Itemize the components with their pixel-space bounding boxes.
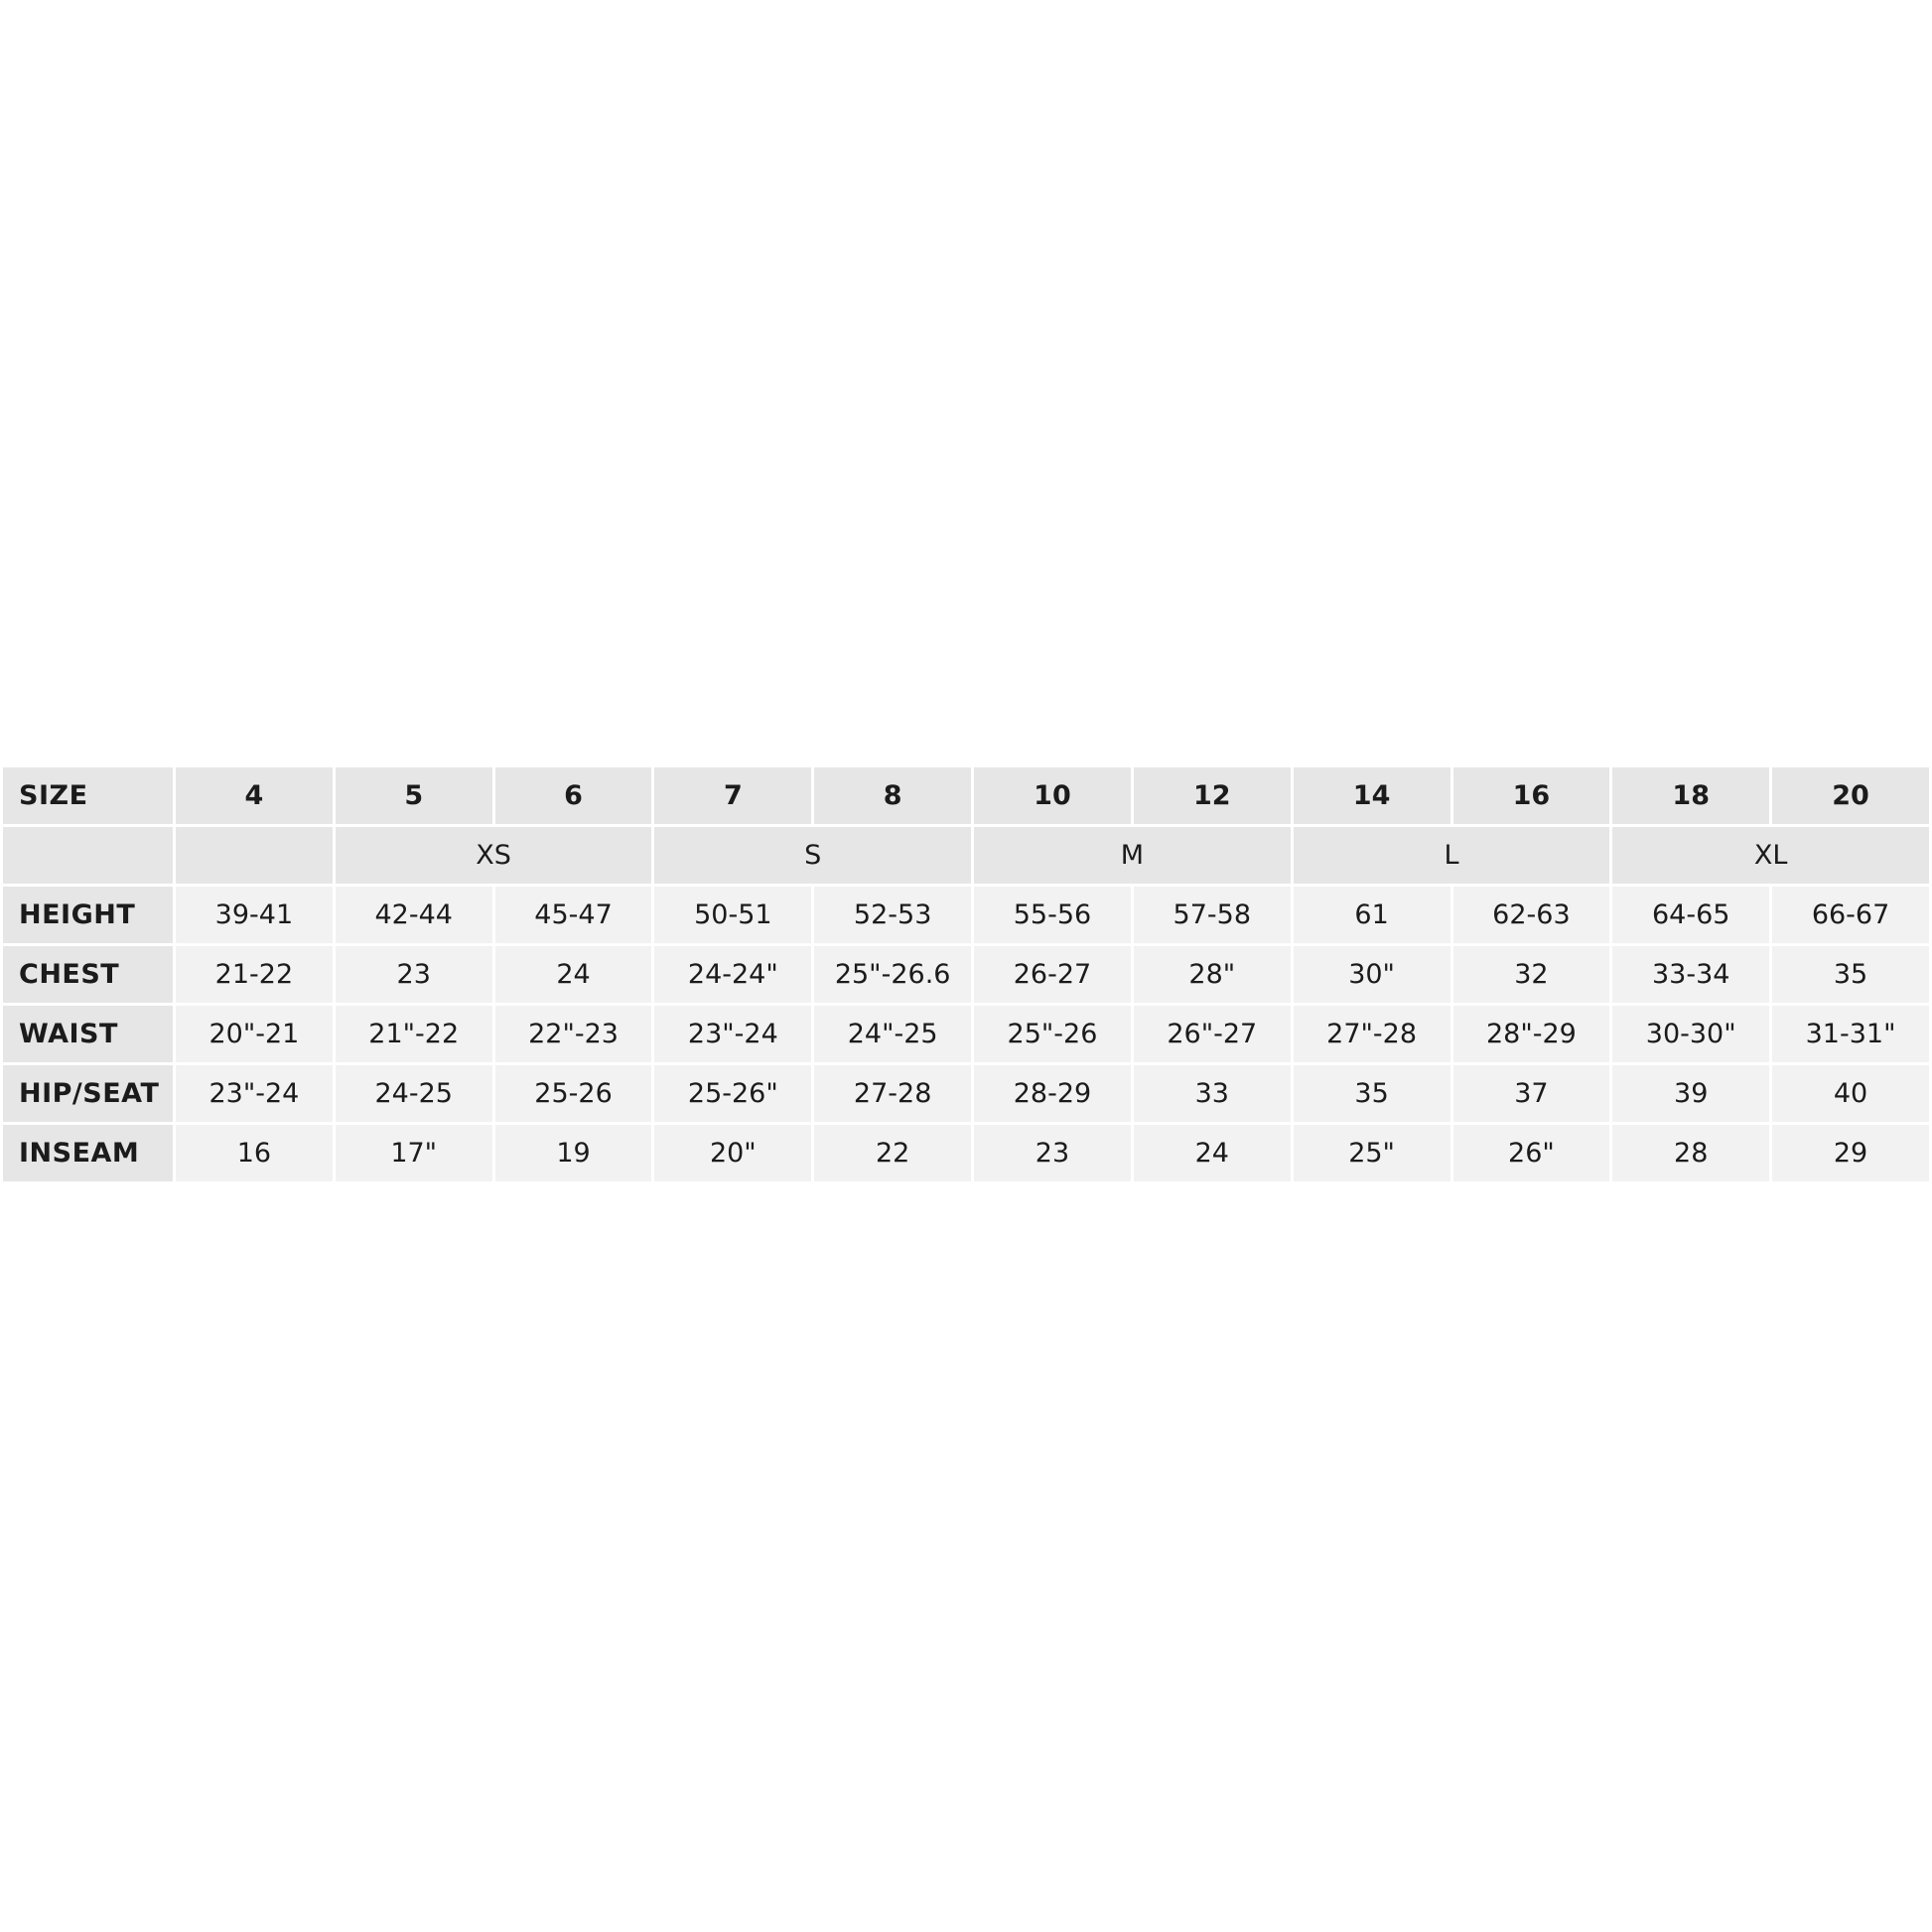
row-label-inseam: INSEAM: [2, 1124, 175, 1183]
cell-chest-10: 26-27: [973, 945, 1133, 1005]
cell-waist-20: 31-31": [1771, 1005, 1931, 1064]
cell-height-20: 66-67: [1771, 886, 1931, 945]
cell-chest-16: 32: [1451, 945, 1611, 1005]
cell-height-12: 57-58: [1132, 886, 1292, 945]
cell-height-5: 42-44: [334, 886, 493, 945]
cell-hip-12: 33: [1132, 1064, 1292, 1124]
column-header-6: 6: [493, 766, 653, 826]
cell-chest-12: 28": [1132, 945, 1292, 1005]
cell-inseam-18: 28: [1611, 1124, 1771, 1183]
table-row: [2, 1005, 1931, 1064]
cell-height-6: 45-47: [493, 886, 653, 945]
table-header-row: [2, 766, 1931, 826]
column-header-12: 12: [1132, 766, 1292, 826]
cell-hip-6: 25-26: [493, 1064, 653, 1124]
group-xs: XS: [334, 826, 653, 886]
cell-chest-5: 23: [334, 945, 493, 1005]
column-header-7: 7: [653, 766, 813, 826]
cell-inseam-14: 25": [1292, 1124, 1451, 1183]
cell-height-10: 55-56: [973, 886, 1133, 945]
cell-waist-4: 20"-21: [175, 1005, 335, 1064]
group-xl: XL: [1611, 826, 1931, 886]
cell-height-8: 52-53: [813, 886, 973, 945]
row-label-hip-seat: HIP/SEAT: [2, 1064, 175, 1124]
cell-chest-14: 30": [1292, 945, 1451, 1005]
table-row: [2, 886, 1931, 945]
cell-chest-20: 35: [1771, 945, 1931, 1005]
cell-inseam-5: 17": [334, 1124, 493, 1183]
cell-chest-6: 24: [493, 945, 653, 1005]
size-label-cell: SIZE: [2, 766, 175, 826]
column-header-16: 16: [1451, 766, 1611, 826]
cell-hip-4: 23"-24: [175, 1064, 335, 1124]
column-header-4: 4: [175, 766, 335, 826]
group-m: M: [973, 826, 1293, 886]
column-header-14: 14: [1292, 766, 1451, 826]
group-blank: [175, 826, 335, 886]
cell-height-16: 62-63: [1451, 886, 1611, 945]
cell-inseam-20: 29: [1771, 1124, 1931, 1183]
cell-inseam-10: 23: [973, 1124, 1133, 1183]
cell-waist-8: 24"-25: [813, 1005, 973, 1064]
cell-height-4: 39-41: [175, 886, 335, 945]
column-header-20: 20: [1771, 766, 1931, 826]
cell-waist-6: 22"-23: [493, 1005, 653, 1064]
group-l: L: [1292, 826, 1611, 886]
group-s: S: [653, 826, 973, 886]
cell-hip-18: 39: [1611, 1064, 1771, 1124]
table-row: [2, 1124, 1931, 1183]
column-header-18: 18: [1611, 766, 1771, 826]
column-header-10: 10: [973, 766, 1133, 826]
cell-inseam-8: 22: [813, 1124, 973, 1183]
cell-hip-5: 24-25: [334, 1064, 493, 1124]
table-row: [2, 945, 1931, 1005]
cell-chest-7: 24-24": [653, 945, 813, 1005]
row-label-height: HEIGHT: [2, 886, 175, 945]
cell-hip-10: 28-29: [973, 1064, 1133, 1124]
cell-hip-7: 25-26": [653, 1064, 813, 1124]
size-chart-container: [0, 764, 1932, 1184]
cell-chest-4: 21-22: [175, 945, 335, 1005]
cell-waist-18: 30-30": [1611, 1005, 1771, 1064]
size-chart-table: [0, 764, 1932, 1184]
column-header-5: 5: [334, 766, 493, 826]
cell-waist-10: 25"-26: [973, 1005, 1133, 1064]
table-row: [2, 1064, 1931, 1124]
cell-waist-7: 23"-24: [653, 1005, 813, 1064]
cell-waist-16: 28"-29: [1451, 1005, 1611, 1064]
cell-waist-5: 21"-22: [334, 1005, 493, 1064]
cell-height-18: 64-65: [1611, 886, 1771, 945]
cell-inseam-16: 26": [1451, 1124, 1611, 1183]
cell-inseam-6: 19: [493, 1124, 653, 1183]
column-header-8: 8: [813, 766, 973, 826]
cell-inseam-7: 20": [653, 1124, 813, 1183]
cell-height-7: 50-51: [653, 886, 813, 945]
cell-inseam-4: 16: [175, 1124, 335, 1183]
cell-waist-14: 27"-28: [1292, 1005, 1451, 1064]
row-label-chest: CHEST: [2, 945, 175, 1005]
cell-chest-18: 33-34: [1611, 945, 1771, 1005]
cell-hip-20: 40: [1771, 1064, 1931, 1124]
cell-chest-8: 25"-26.6: [813, 945, 973, 1005]
group-row-corner: [2, 826, 175, 886]
table-group-row: [2, 826, 1931, 886]
cell-waist-12: 26"-27: [1132, 1005, 1292, 1064]
cell-hip-16: 37: [1451, 1064, 1611, 1124]
cell-hip-14: 35: [1292, 1064, 1451, 1124]
cell-height-14: 61: [1292, 886, 1451, 945]
cell-hip-8: 27-28: [813, 1064, 973, 1124]
cell-inseam-12: 24: [1132, 1124, 1292, 1183]
row-label-waist: WAIST: [2, 1005, 175, 1064]
